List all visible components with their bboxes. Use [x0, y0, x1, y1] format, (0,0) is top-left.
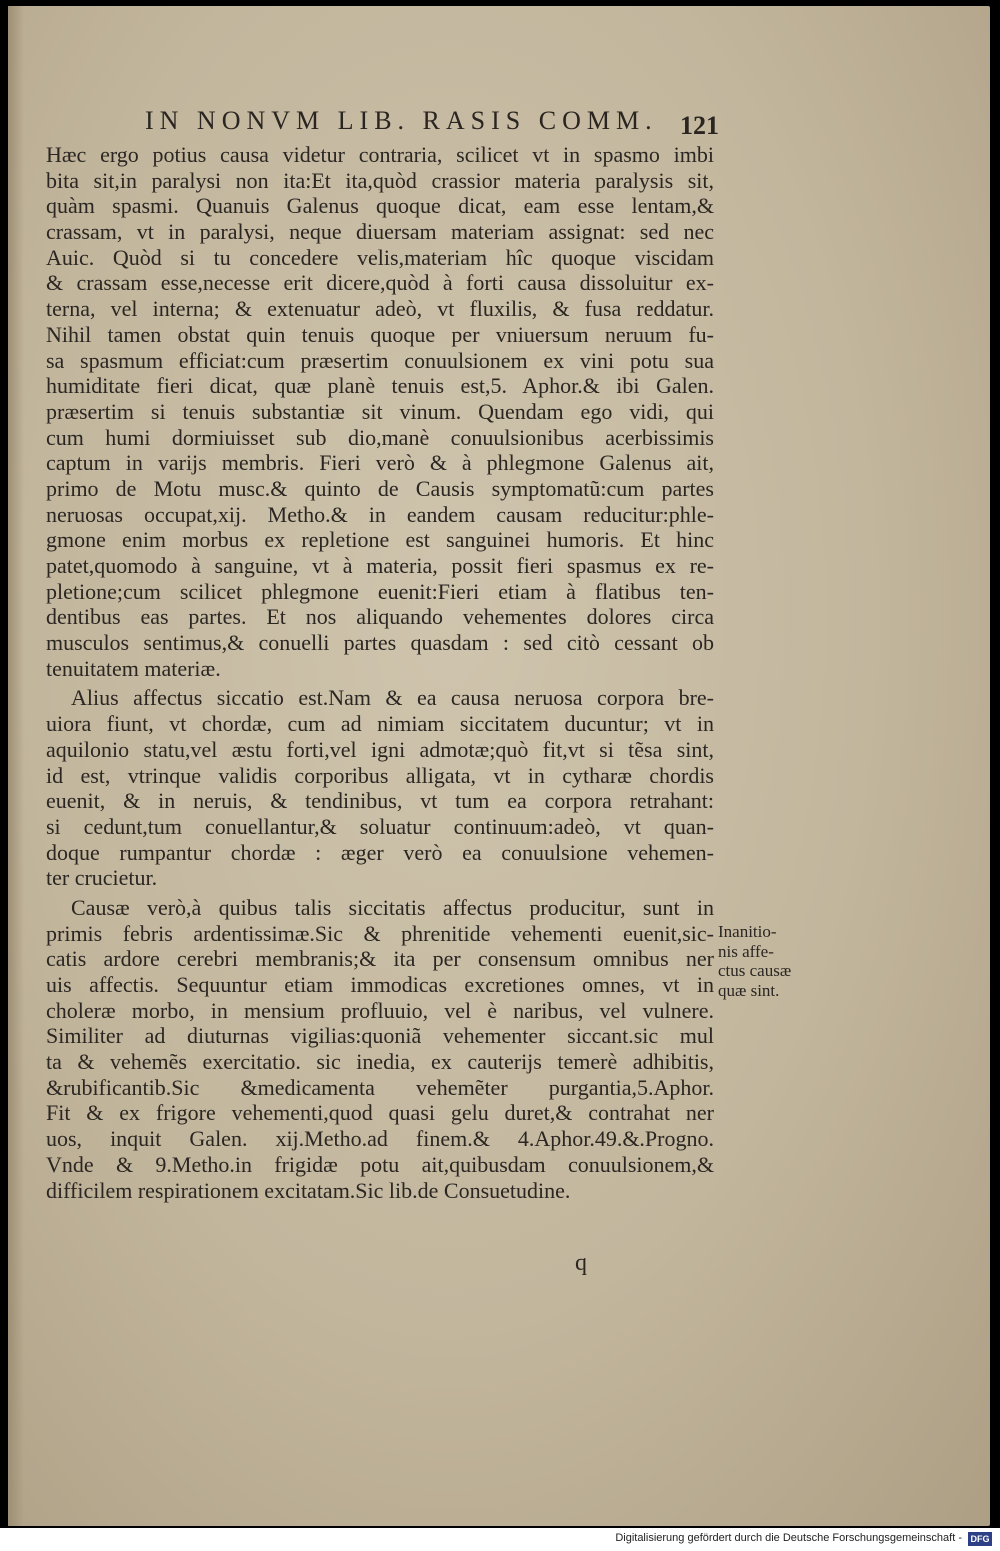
running-head — [0, 106, 1000, 146]
text-line: catis ardore cerebri membranis;& ita per consensum omnibus ner — [46, 946, 714, 972]
text-line: id est, vtrinque validis corporibus alligata, vt in cytharæ chordis — [46, 762, 714, 788]
text-line: humiditate fieri dicat, quæ planè tenuis est,5. Aphor.& ibi Galen. — [46, 373, 714, 399]
marginal-note-line: ctus causæ — [718, 961, 792, 980]
text-line: primo de Motu musc.& quinto de Causis symptomatũ:cum partes — [46, 475, 714, 501]
text-line: uis affectis. Sequuntur etiam immodicas excretiones omnes, vt in — [46, 972, 714, 997]
text-line: difficilem respirationem excitatam.Sic lib.de Consuetudine. — [46, 1177, 571, 1203]
marginal-note-line: nis affe- — [718, 941, 774, 961]
text-line: uiora fiunt, vt chordæ, cum ad nimiam siccitatem ducuntur; vt in — [46, 711, 714, 737]
text-line: primis febris ardentissimæ.Sic & phrenitide vehementi euenit,sic- — [46, 920, 714, 946]
paragraph-1 — [46, 142, 714, 681]
marginal-note-line: Inanitio- — [718, 922, 777, 941]
page-number: 121 — [680, 111, 719, 140]
text-line: Causæ verò,à quibus talis siccitatis affectus producitur, sunt in — [71, 894, 714, 920]
text-line: doque rumpantur chordæ : æger verò ea conuulsione vehemen- — [46, 839, 714, 865]
footer-bar — [0, 1528, 1000, 1551]
text-line: bita sit,in paralysi non ita:Et ita,quòd crassior materia paralysis sit, — [46, 167, 714, 193]
text-line: Vnde & 9.Metho.in frigidæ potu ait,quibusdam conuulsionem,& — [46, 1151, 714, 1177]
text-line: quàm spasmi. Quanuis Galenus quoque dicat, eam esse lentam,& — [46, 193, 714, 219]
main-text-block — [46, 142, 714, 1203]
text-line: choleræ morbo, in mensium profluuio, vel è naribus, vel vulnere. — [46, 997, 714, 1023]
paragraph-3 — [46, 895, 714, 1203]
text-line: si cedunt,tum conuellantur,& soluatur continuum:adeò, vt quan- — [46, 813, 714, 839]
text-line: Hæc ergo potius causa videtur contraria, scilicet vt in spasmo imbi — [46, 142, 714, 167]
text-line: aquilonio statu,vel æstu forti,vel igni admotæ;quò fit,vt si tẽsa sint, — [46, 736, 714, 762]
paragraph-2 — [46, 685, 714, 891]
text-line: Similiter ad diuturnas vigilias:quoniã vehementer siccant.sic mul — [46, 1023, 714, 1049]
text-line: dentibus eas partes. Et nos aliquando vehementes dolores circa — [46, 604, 714, 630]
text-line: præsertim si tenuis substantiæ sit vinum. Quendam ego vidi, qui — [46, 398, 714, 424]
text-line: &rubificantib.Sic &medicamenta vehemẽter purgantia,5.Aphor. — [46, 1074, 714, 1100]
text-line: ter crucietur. — [46, 865, 158, 891]
text-line: uos, inquit Galen. xij.Metho.ad finem.& 4.Aphor.49.&.Progno. — [46, 1126, 714, 1152]
text-line: & crassam esse,necesse erit dicere,quòd à forti causa dissoluitur ex- — [46, 270, 714, 296]
text-line: Nihil tamen obstat quin tenuis quoque per vniuersum neruum fu- — [46, 321, 714, 347]
running-head-title: IN NONVM LIB. RASIS COMM. — [145, 106, 658, 135]
text-line: sa spasmum efficiat:cum præsertim conuulsionem ex vini potu sua — [46, 347, 714, 373]
signature-mark: q — [575, 1250, 587, 1276]
text-line: Fit & ex frigore vehementi,quod quasi gelu duret,& contrahat ner — [46, 1100, 714, 1126]
text-line: patet,quomodo à sanguine, vt à materia, possit fieri spasmus ex re- — [46, 553, 714, 578]
text-line: crassam, vt in paralysi, neque diuersam materiam assignat: sed nec — [46, 219, 714, 245]
text-line: Auic. Quòd si tu concedere velis,materiam hîc quoque viscidam — [46, 244, 714, 270]
marginal-note-line: quæ sint. — [718, 980, 780, 1000]
page-gutter-shadow — [8, 6, 24, 1526]
text-line: terna, vel interna; & extenuatur adeò, vt fluxilis, & fusa reddatur. — [46, 296, 714, 322]
text-line: gmone enim morbus ex repletione est sanguinei humoris. Et hinc — [46, 527, 714, 553]
text-line: Alius affectus siccatio est.Nam & ea causa neruosa corpora bre- — [71, 685, 714, 711]
text-line: musculos sentimus,& conuelli partes quasdam : sed citò cessant ob — [46, 630, 714, 656]
dfg-logo[interactable]: DFG — [968, 1532, 992, 1546]
text-line: euenit, & in neruis, & tendinibus, vt tum ea corpora retrahant: — [46, 788, 714, 814]
text-line: cum humi dormiuisset sub dio,manè conuulsionibus acerbissimis — [46, 424, 714, 450]
text-line: captum in varijs membris. Fieri verò & à phlegmone Galenus ait, — [46, 450, 714, 476]
text-line: neruosas occupat,xij. Metho.& in eandem causam reducitur:phle- — [46, 501, 714, 527]
text-line: pletione;cum scilicet phlegmone euenit:Fieri etiam à flatibus ten- — [46, 578, 714, 604]
funding-credit: Digitalisierung gefördert durch die Deutsche Forschungsgemeinschaft - — [615, 1532, 962, 1544]
marginal-note — [718, 922, 828, 1000]
text-line: tenuitatem materiæ. — [46, 655, 221, 681]
text-line: ta & vehemẽs exercitatio. sic inedia, ex cauterijs temerè adhibitis, — [46, 1049, 714, 1075]
